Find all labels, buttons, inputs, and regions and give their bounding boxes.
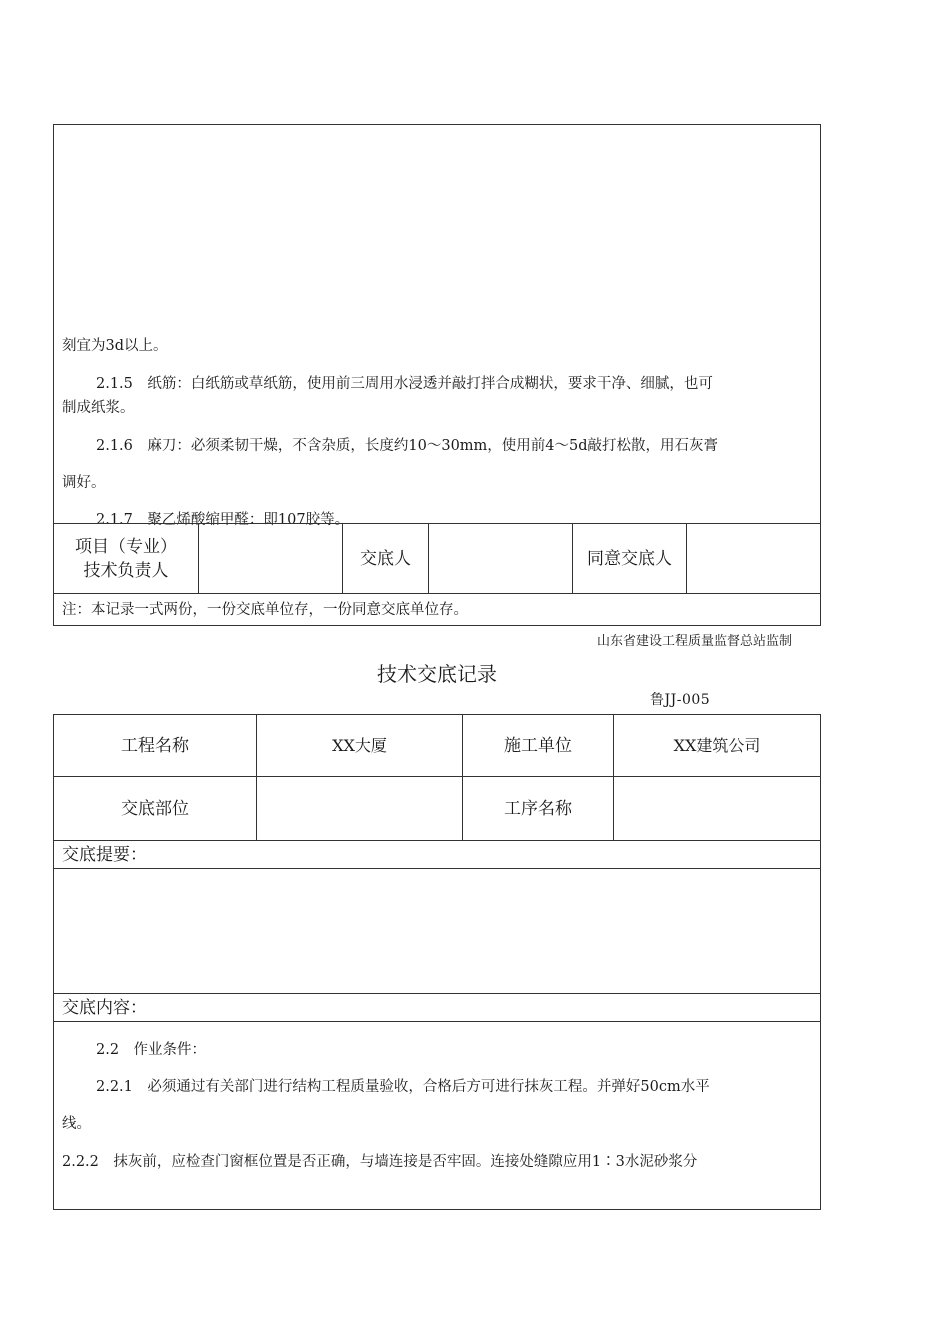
record-note: 注：本记录一式两份，一份交底单位存，一份同意交底单位存。 — [62, 602, 468, 618]
continued-line-4: 2.1.6 麻刀：必须柔韧干燥，不含杂质，长度约10～30mm，使用前4～5d敲打松散，用石灰膏 — [96, 438, 719, 454]
section-field[interactable] — [257, 777, 462, 840]
contractor-field[interactable]: XX建筑公司 — [673, 735, 761, 755]
sign-row-bottom-line — [53, 593, 821, 594]
summary-label: 交底提要： — [62, 845, 147, 865]
summary-field[interactable] — [54, 869, 820, 993]
content-line-2: 2.2.1 必须通过有关部门进行结构工程质量验收，合格后方可进行抹灰工程。并弹好50cm水平 — [96, 1079, 710, 1095]
contractor-label: 施工单位 — [504, 735, 572, 756]
project-lead-label-line-1: 项目（专业） — [75, 536, 177, 557]
content-label: 交底内容： — [62, 998, 147, 1018]
row-line-5 — [53, 1021, 821, 1022]
row-line-4 — [53, 993, 821, 994]
continued-line-2: 2.1.5 纸筋：白纸筋或草纸筋，使用前三周用水浸透并敲打拌合成糊状，要求干净、细腻，也可 — [96, 376, 713, 392]
content-line-4: 2.2.2 抹灰前，应检查门窗框位置是否正确，与墙连接是否牢固。连接处缝隙应用1∶3水泥砂浆分 — [62, 1154, 698, 1170]
continued-line-5: 调好。 — [62, 475, 106, 491]
project-lead-label — [54, 524, 198, 593]
process-field[interactable] — [614, 777, 820, 840]
project-name-field[interactable]: XX大厦 — [332, 735, 387, 755]
continued-line-6: 2.1.7 聚乙烯酸缩甲醛：即107胶等。 — [96, 512, 350, 528]
project-lead-signature-field[interactable] — [199, 524, 342, 593]
form-code: 鲁JJ-005 — [650, 692, 711, 708]
supervisor-text: 山东省建设工程质量监督总站监制 — [597, 634, 793, 649]
form-title: 技术交底记录 — [377, 662, 497, 686]
section-label: 交底部位 — [121, 798, 189, 819]
content-line-3: 线。 — [62, 1116, 91, 1132]
discloser-label: 交底人 — [360, 548, 411, 569]
discloser-signature-field[interactable] — [429, 524, 572, 593]
receiver-signature-field[interactable] — [687, 524, 820, 593]
continued-line-1: 刻宜为3d以上。 — [62, 338, 168, 354]
process-label: 工序名称 — [504, 798, 572, 819]
project-lead-label-line-2: 技术负责人 — [83, 560, 169, 581]
continued-line-3: 制成纸浆。 — [62, 400, 135, 416]
row-line-2 — [53, 840, 821, 841]
content-line-1: 2.2 作业条件： — [96, 1042, 207, 1058]
receiver-label: 同意交底人 — [587, 548, 672, 569]
project-name-label: 工程名称 — [121, 735, 189, 756]
